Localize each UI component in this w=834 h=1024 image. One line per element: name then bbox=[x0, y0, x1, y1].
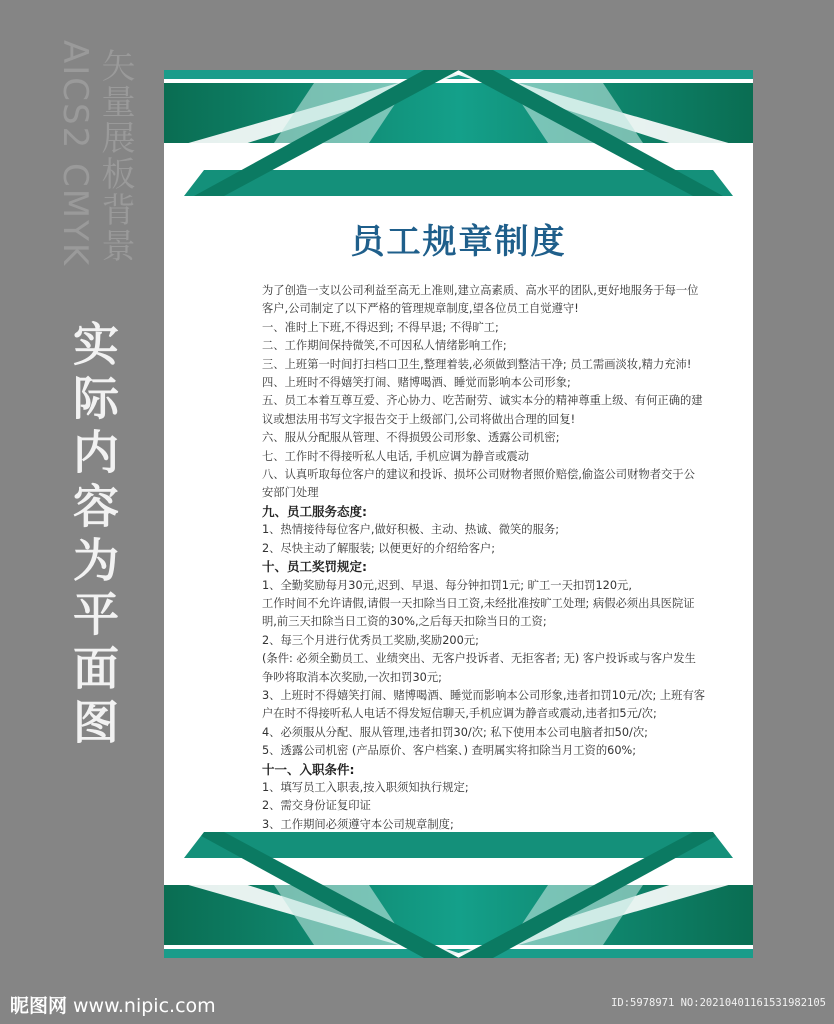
rule-paragraph: 2、尽快主动了解服装; 以便更好的介绍给客户; bbox=[262, 541, 496, 555]
rule-paragraph: 为了创造一支以公司利益至高无上准则,建立高素质、高水平的团队,更好地服务于每一位客户,公司制定了以下严格的管理规章制度,望各位员工自觉遵守! bbox=[262, 284, 699, 316]
poster-board bbox=[164, 70, 753, 958]
rule-paragraph: 2、需交身份证复印证 bbox=[262, 799, 371, 813]
page-title: 员工规章制度 bbox=[350, 222, 567, 262]
side-caption: 实际内容为平面图 bbox=[66, 320, 120, 752]
bottom-decoration bbox=[164, 818, 753, 958]
brand-url: www.nipic.com bbox=[73, 995, 216, 1017]
rule-paragraph: 二、工作期间保持微笑,不可因私人情绪影响工作; bbox=[262, 339, 507, 353]
rule-paragraph: 1、全勤奖励每月30元,迟到、早退、每分钟扣罚1元; 旷工一天扣罚120元, bbox=[262, 578, 632, 592]
rule-paragraph: 八、认真听取每位客户的建议和投诉、损坏公司财物者照价赔偿,偷盗公司财物者交于公安部门处理 bbox=[262, 468, 695, 500]
brand-name: 昵图网 bbox=[10, 995, 68, 1017]
rule-paragraph: 六、服从分配服从管理、不得损毁公司形象、透露公司机密; bbox=[262, 431, 560, 445]
rule-paragraph: 1、热情接待每位客户,做好积极、主动、热诚、微笑的服务; bbox=[262, 523, 560, 537]
rule-paragraph: 5、透露公司机密 (产品原价、客户档案、) 查明属实将扣除当月工资的60%; bbox=[262, 744, 637, 758]
rule-paragraph: 五、员工本着互尊互爱、齐心协力、吃苦耐劳、诚实本分的精神尊重上级、有何正确的建议或想法用书写文字报告交于上级部门,公司将做出合理的回复! bbox=[262, 394, 703, 426]
image-id-text: ID:5978971 NO:20210401161531982105 bbox=[611, 997, 826, 1009]
rules-content bbox=[244, 282, 706, 834]
watermark-line-1: 矢量展板背景 bbox=[95, 48, 135, 264]
section-heading: 十、员工奖罚规定: bbox=[262, 559, 367, 575]
top-decoration bbox=[164, 70, 753, 210]
rule-paragraph: (条件: 必须全勤员工、业绩突出、无客户投诉者、无拒客者; 无) 客户投诉或与客户发生争吵将取消本次奖励,一次扣罚30元; bbox=[262, 652, 696, 684]
rule-paragraph: 四、上班时不得嬉笑打闹、赌博喝酒、睡觉而影响本公司形象; bbox=[262, 376, 571, 390]
vertical-watermark bbox=[55, 40, 135, 280]
rule-paragraph: 4、必须服从分配、服从管理,违者扣罚30/次; 私下使用本公司电脑者扣50/次; bbox=[262, 725, 648, 739]
rule-paragraph: 3、工作期间必须遵守本公司规章制度; bbox=[262, 817, 454, 831]
section-heading: 十一、入职条件: bbox=[262, 761, 355, 777]
footer-bar bbox=[0, 985, 834, 1024]
rule-paragraph: 工作时间不允许请假,请假一天扣除当日工资,未经批准按旷工处理; 病假必须出具医院证明,前三天扣除当日工资的30%,之后每天扣除当日的工资; bbox=[262, 596, 695, 629]
rule-paragraph: 3、上班时不得嬉笑打闹、赌博喝酒、睡觉而影响本公司形象,违者扣罚10元/次; 上班有客户在时不得接听私人电话不得发短信聊天,手机应调为静音或震动,违者扣5元/次; bbox=[262, 688, 706, 721]
watermark-line-2: AICS2 CMYK bbox=[55, 40, 95, 268]
rule-paragraph: 一、准时上下班,不得迟到; 不得早退; 不得旷工; bbox=[262, 320, 499, 334]
section-heading: 九、员工服务态度: bbox=[262, 503, 367, 519]
rule-paragraph: 七、工作时不得接听私人电话, 手机应调为静音或震动 bbox=[262, 449, 530, 463]
site-brand bbox=[10, 991, 216, 1018]
rule-paragraph: 2、每三个月进行优秀员工奖励,奖励200元; bbox=[262, 633, 479, 647]
rule-paragraph: 1、填写员工入职表,按入职须知执行规定; bbox=[262, 780, 469, 794]
rule-paragraph: 三、上班第一时间打扫档口卫生,整理着装,必须做到整洁干净; 员工需画淡妆,精力充沛! bbox=[262, 357, 692, 371]
